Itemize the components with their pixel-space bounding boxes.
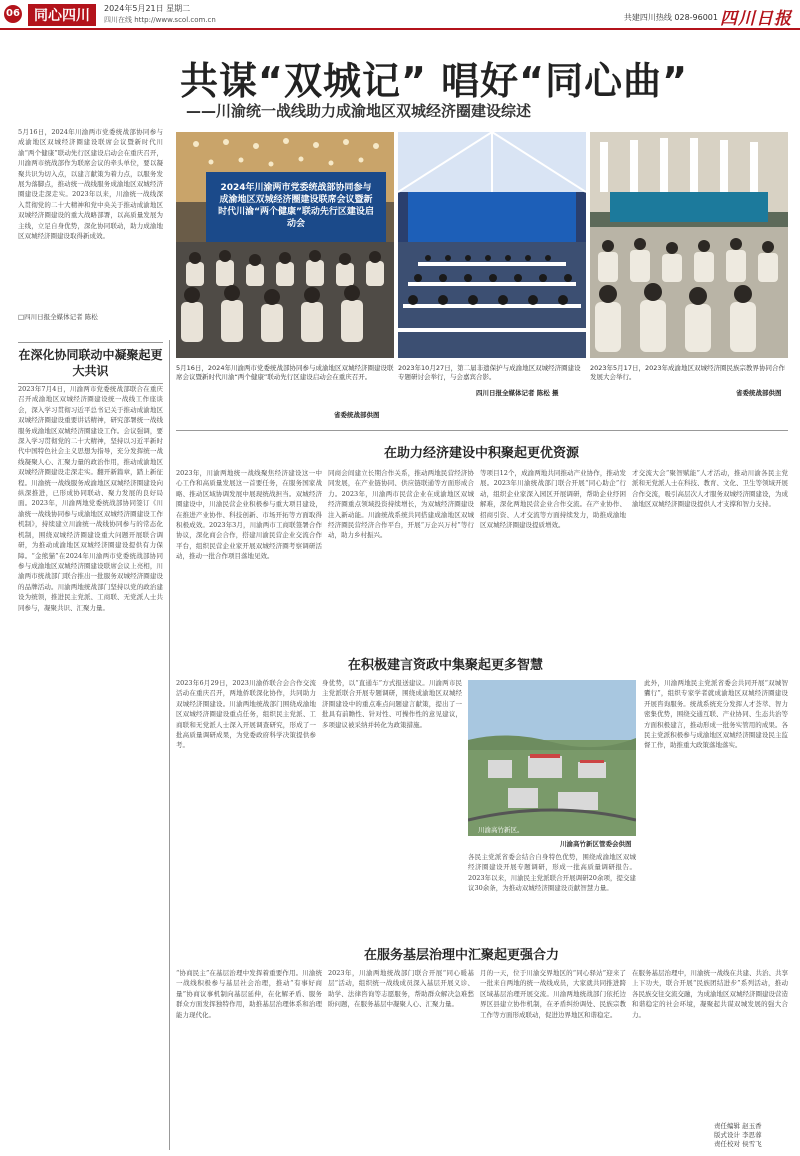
photo-conference-1	[176, 132, 394, 358]
section-2-heading: 在积极建言资政中集聚起更多智慧	[348, 658, 544, 673]
conference-banner-text: 2024年川渝两市党委统战部协同参与成渝地区双城经济圈建设联席会议暨新时代川渝“两个健康”联动先行区建设启动会	[218, 183, 374, 229]
photo-4-caption: 川渝高竹新区。	[478, 826, 524, 834]
photo-conference-3	[590, 132, 788, 358]
staff-credits	[714, 1122, 786, 1149]
newspaper-logo: 四川日报	[720, 9, 792, 29]
article-headline: 共谋“双城记” 唱好“同心曲”	[180, 59, 689, 103]
section-2-col-2: 身优势，以“直通车”方式报送建议。川渝两市民主党派联合开展专题调研，围绕成渝地区双城经济圈建设中的重点难点问题建言献策，提出了一批具有前瞻性、针对性、可操作性的意见建议，多项建议被采纳并转化为政策措施。	[322, 679, 462, 729]
section-2-col-3: 各民主党派省委会结合自身特色优势，围绕成渝地区双城经济圈建设开展专题调研，形成一批高质量调研报告。2023年以来，川渝民主党派联合开展调研20余项，提交建议30余条，为推动双城经济圈建设贡献智慧力量。	[468, 853, 636, 893]
staff-designer: 版式设计 李思蓉	[714, 1131, 762, 1139]
staff-proofreader: 责任校对 侯雪飞	[714, 1140, 762, 1148]
section-2-col-1: 2023年6月29日，2023川渝侨联合会合作交流活动在重庆召开，两地侨联深化协作，共同助力双城经济圈建设。川渝两地统战部门围绕成渝地区双城经济圈建设重点任务，组织民主党派、工商联和无党派人士深入开展调查研究，形成了一批高质量调研成果，为党委政府科学决策提供参考。	[176, 679, 316, 750]
section-1-rule	[176, 430, 788, 431]
photo-1-caption: 5月16日，2024年川渝两市党委统战部协同参与成渝地区双城经济圈建设联席会议暨新时代川渝“两个健康”联动先行区建设启动会在重庆召开。	[176, 364, 394, 381]
reporter-name: 四川日报全媒体记者 陈松	[24, 313, 98, 321]
photo-gaozhu-new-area	[468, 680, 636, 836]
page-number: 06	[4, 5, 22, 23]
article-intro: 5月16日，2024年川渝两市党委统战部协同参与成渝地区双城经济圈建设联席会议暨新时代川渝“两个健康”联动先行区建设启动会在重庆召开，川渝两市统战部作为联席会议的牵头单位，要以凝聚共识为切入点，以建言献策为着力点，以服务发展为落脚点，推动统一战线服务成渝地区双城经济圈建设走深走实。2023年以来，川渝统一战线深入贯彻党的二十大精神和党中央关于推动成渝地区双城经济圈建设的重大战略部署，以高质量发展为主线，立足自身优势，深化协同联动，助力成渝地区双城经济圈建设取得新成效。	[18, 128, 163, 241]
masthead	[0, 0, 800, 30]
hotline: 共建四川热线 028-96001	[623, 13, 718, 22]
left-column-text: 2023年7月4日，川渝两市党委统战部联合在重庆召开成渝地区双城经济圈建设统一战线工作座谈会，深入学习贯彻习近平总书记关于推动成渝地区双城经济圈建设重要讲话精神，研究部署统一战线服务成渝地区双城经济圈建设工作。会议强调，要深入学习贯彻党的二十大精神，坚持以习近平新时代中国特色社会主义思想为指导，充分发挥统一战线凝聚人心、汇聚力量的政治作用，推动成渝地区双城经济圈建设走深走实。翻开新篇章，踏上新征程。川渝统一战线服务成渝地区双城经济圈建设向纵深推进，已形成协同联动、聚力发展的良好局面。2023年，川渝两地党委统战部协同签订《川渝统一战线协同参与成渝地区双城经济圈建设工作机制》，持续建立川渝统一战线协同参与的常态化机制，围绕双城经济圈建设重大问题开展联合调研，为推动成渝地区双城经济圈建设提供有力保障。“金熊猫”在2024年川渝两市党委统战部协同参与成渝地区双城经济圈建设联席会议上亮相，川渝两市统战部门联合推出一批服务双城经济圈建设的品牌活动。川渝两地统战部门坚持以党的政治建设为统领，推进民主党派、工商联、无党派人士共同参与，凝聚共识、汇聚力量。	[18, 385, 163, 612]
photo-3-credit: 省委统战部供图	[736, 389, 782, 397]
web-address[interactable]: 四川在线 http://www.scol.com.cn	[104, 16, 216, 24]
section-3-col-1: “协商民主”在基层治理中发挥着重要作用。川渝统一战线积极参与基层社会治理，推动“有事好商量”协商议事机制向基层延伸，在化解矛盾、服务群众方面发挥独特作用，助推基层治理体系和治理能力现代化。	[176, 969, 322, 1019]
section-3-col-3: 月的一天，位于川渝交界地区的“同心驿站”迎来了一批来自两地的统一战线成员，大家就共同推进跨区域基层治理开展交流。川渝两地统战部门依托边界区县建立协作机制，在矛盾纠纷调处、民族宗教工作等方面形成联动，促进边界地区和谐稳定。	[480, 969, 626, 1019]
column-divider-left	[169, 340, 170, 1150]
photo-1-credit: 省委统战部供图	[334, 411, 380, 419]
section-1-col-3: 等项目12个，成渝两地共同推动产业协作，推动发展。2023年川渝统战部门联合开展“同心助企”行动，组织企业家深入园区开展调研，帮助企业纾困解难，深化两地民营企业合作交流。在产业协作、招商引资、人才交流等方面持续发力，助推成渝地区双城经济圈建设提质增效。	[480, 469, 626, 530]
section-2-right-text: 此外，川渝两地民主党派省委会共同开展“双城智囊行”，组织专家学者就成渝地区双城经济圈建设开展咨询服务。统战系统充分发挥人才荟萃、智力密集优势，围绕交通互联、产业协同、生态共治等方面积极建言，推动形成一批务实管用的成果。各民主党派积极参与成渝地区双城经济圈建设民主监督工作，助推重大政策落地落实。	[644, 679, 788, 750]
photo-4-credit: 川渝高竹新区管委会供图	[560, 840, 632, 848]
staff-editor: 责任编辑 赵玉香	[714, 1122, 762, 1130]
section-1-col-2: 同商会间建立长期合作关系，推动两地民营经济协同发展，在产业链协同、供应链联通等方面形成合力。2023年，川渝两市民营企业在成渝地区双城经济圈重点领域投资持续增长，为双城经济圈建设注入新动能。川渝统战系统共同搭建成渝地区双城经济圈民营经济合作平台，开展“万企兴万村”等行动，助力乡村振兴。	[328, 469, 474, 540]
left-section-heading: 在深化协同联动中凝聚起更大共识	[18, 342, 163, 384]
reporter-byline: □四川日报全媒体记者 陈松	[18, 313, 98, 321]
section-3-col-4: 在服务基层治理中，川渝统一战线在共建、共治、共享上下功夫，联合开展“民族团结进步”系列活动，推动各民族交往交流交融，为成渝地区双城经济圈建设营造和谐稳定的社会环境，凝聚起共谋双城发展的强大合力。	[632, 969, 788, 1019]
section-1-col-4: 才交流大会“聚智赋能”人才活动，推动川渝各民主党派和无党派人士在科技、教育、文化、卫生等领域开展合作交流，吸引高层次人才服务双城经济圈建设，为成渝地区双城经济圈建设提供人才支撑和智力支持。	[632, 469, 788, 509]
section-1-col-1: 2023年，川渝两地统一战线聚焦经济建设这一中心工作和高质量发展这一首要任务，在服务国家战略、推动区域协调发展中展现统战担当。双城经济圈建设中，川渝民营企业积极参与重大项目建设，在推进产业协作、科技创新、市场开拓等方面取得积极成效。2023年3月，川渝两市工商联签署合作协议，深化商会合作，搭建川渝民营企业交流合作平台，组织民营企业家开展双城经济圈考察调研活动，推动一批合作项目落地见效。	[176, 469, 322, 561]
article-subheadline: ——川渝统一战线助力成渝地区双城经济圈建设综述	[186, 102, 532, 120]
photo-conference-2	[398, 132, 586, 358]
section-1-heading: 在助力经济建设中积聚起更优资源	[384, 446, 580, 461]
photo-2-credit: 四川日报全媒体记者 陈松 摄	[476, 389, 559, 397]
section-3-heading: 在服务基层治理中汇聚起更强合力	[364, 948, 560, 963]
photo-3-caption: 2023年5月17日，2023年成渝地区双城经济圈民族宗教界协同合作发展大会举行。	[590, 364, 785, 381]
section-name: 同心四川	[28, 4, 96, 26]
issue-date: 2024年5月21日 星期二	[104, 4, 191, 13]
photo-2-caption: 2023年10月27日，第二届非遗保护与成渝地区双城经济圈建设专题研讨会举行，与会嘉宾合影。	[398, 364, 581, 381]
section-3-col-2: 2023年，川渝两地统战部门联合开展“同心暖基层”活动，组织统一战线成员深入基层开展义诊、助学、法律咨询等志愿服务，帮助群众解决急难愁盼问题，在服务基层中凝聚人心、汇聚力量。	[328, 969, 474, 1009]
